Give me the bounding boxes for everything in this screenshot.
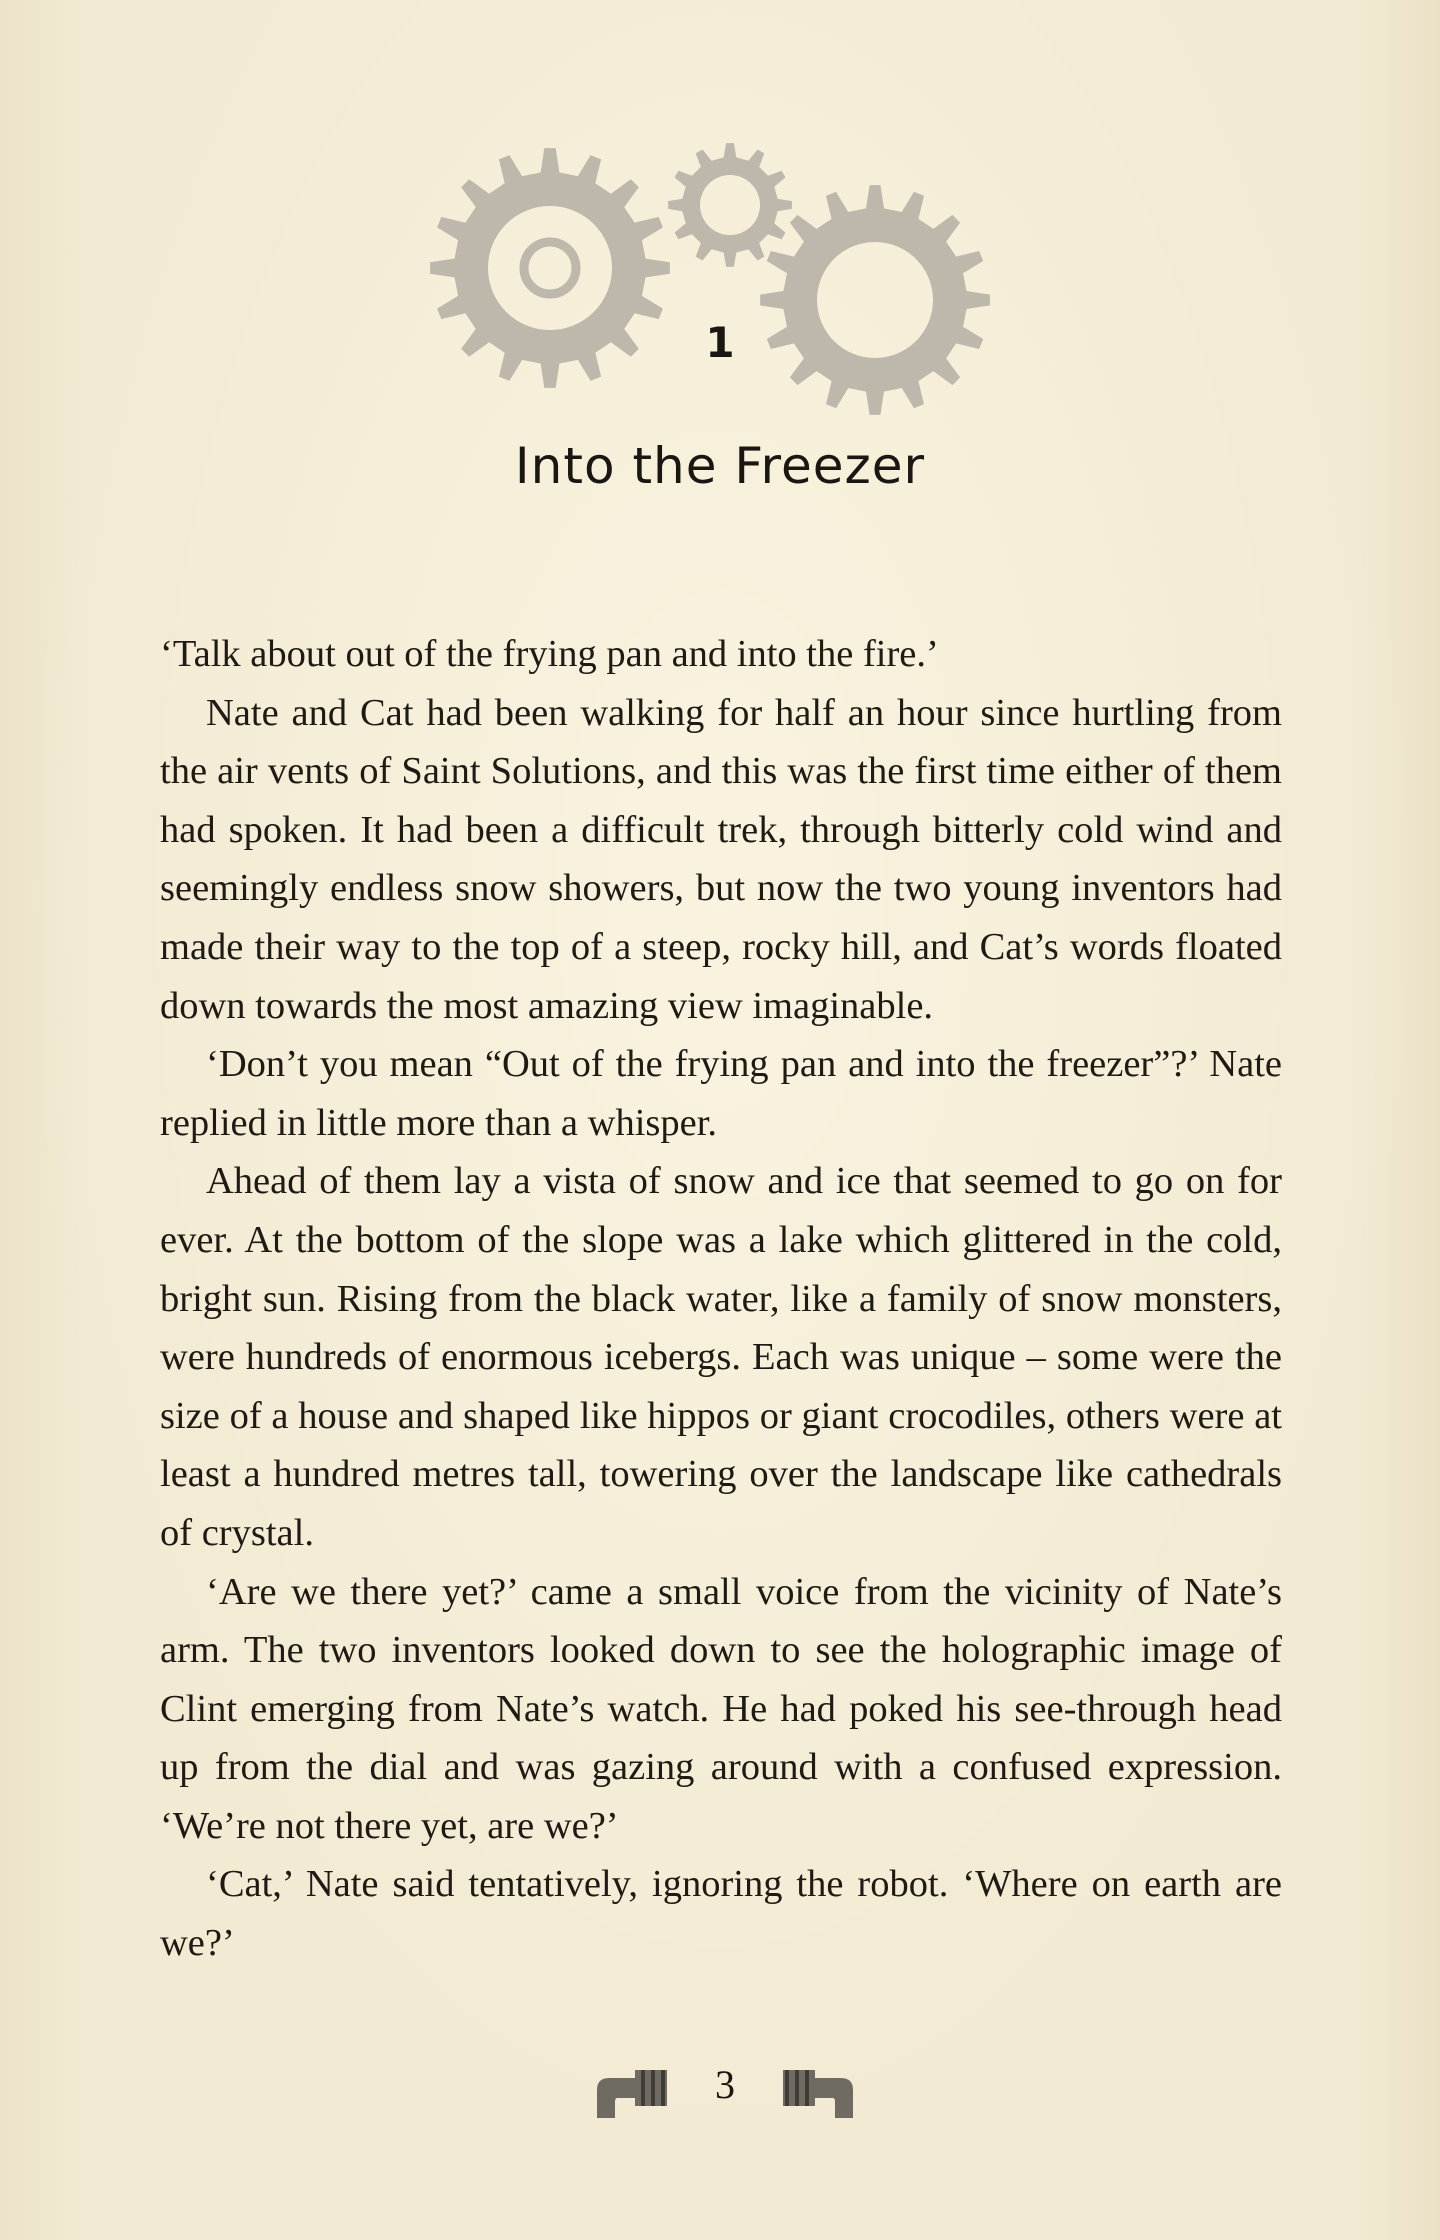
page-footer [590, 2050, 860, 2120]
gear-shape [430, 148, 670, 388]
gear-shape [668, 143, 792, 267]
page-number: 3 [715, 2062, 735, 2107]
chapter-title: Into the Freezer [514, 437, 926, 495]
gears-icon [430, 120, 1010, 440]
paragraph: Nate and Cat had been walking for half an hour since hurtling from the air vents of Saint Solutions, and this was the first time either of them had spoken. It had been a difficult trek, through bitterly cold wind and seemingly endless snow showers, but now the two young inventors had made their way to the top of a steep, rocky hill, and Cat’s words floated down towards the most amazing view imaginable. [160, 691, 1282, 1027]
paragraph: ‘Cat,’ Nate said tentatively, ignoring the robot. ‘Where on earth are we?’ [160, 1863, 1282, 1965]
chapter-number: 1 [705, 318, 735, 367]
pipe-ornament-icon [595, 2060, 675, 2120]
paragraph: ‘Talk about out of the frying pan and into the fire.’ [160, 633, 939, 675]
gear-axle [524, 242, 576, 294]
paragraph: ‘Don’t you mean “Out of the frying pan and into the freezer”?’ Nate replied in little more than a whisper. [160, 1043, 1282, 1144]
pipe-ornament-icon [775, 2060, 855, 2120]
paragraph: Ahead of them lay a vista of snow and ice that seemed to go on for ever. At the bottom of the slope was a lake which glittered in the cold, bright sun. Rising from the black water, like a family of snow monsters, were hundreds of enormous icebergs. Each was unique – some were the size of a house and shaped like hippos or giant crocodiles, others were at least a hundred metres tall, towering over the landscape like cathedrals of crystal. [160, 1160, 1282, 1554]
paragraph: ‘Are we there yet?’ came a small voice from the vicinity of Nate’s arm. The two inventors looked down to see the holographic image of Clint emerging from Nate’s watch. He had poked his see-through head up from the dial and was gazing around with a confused expression. ‘We’re not there yet, are we?’ [160, 1570, 1282, 1847]
gear-shape [760, 185, 990, 415]
chapter-body [160, 625, 1282, 1973]
